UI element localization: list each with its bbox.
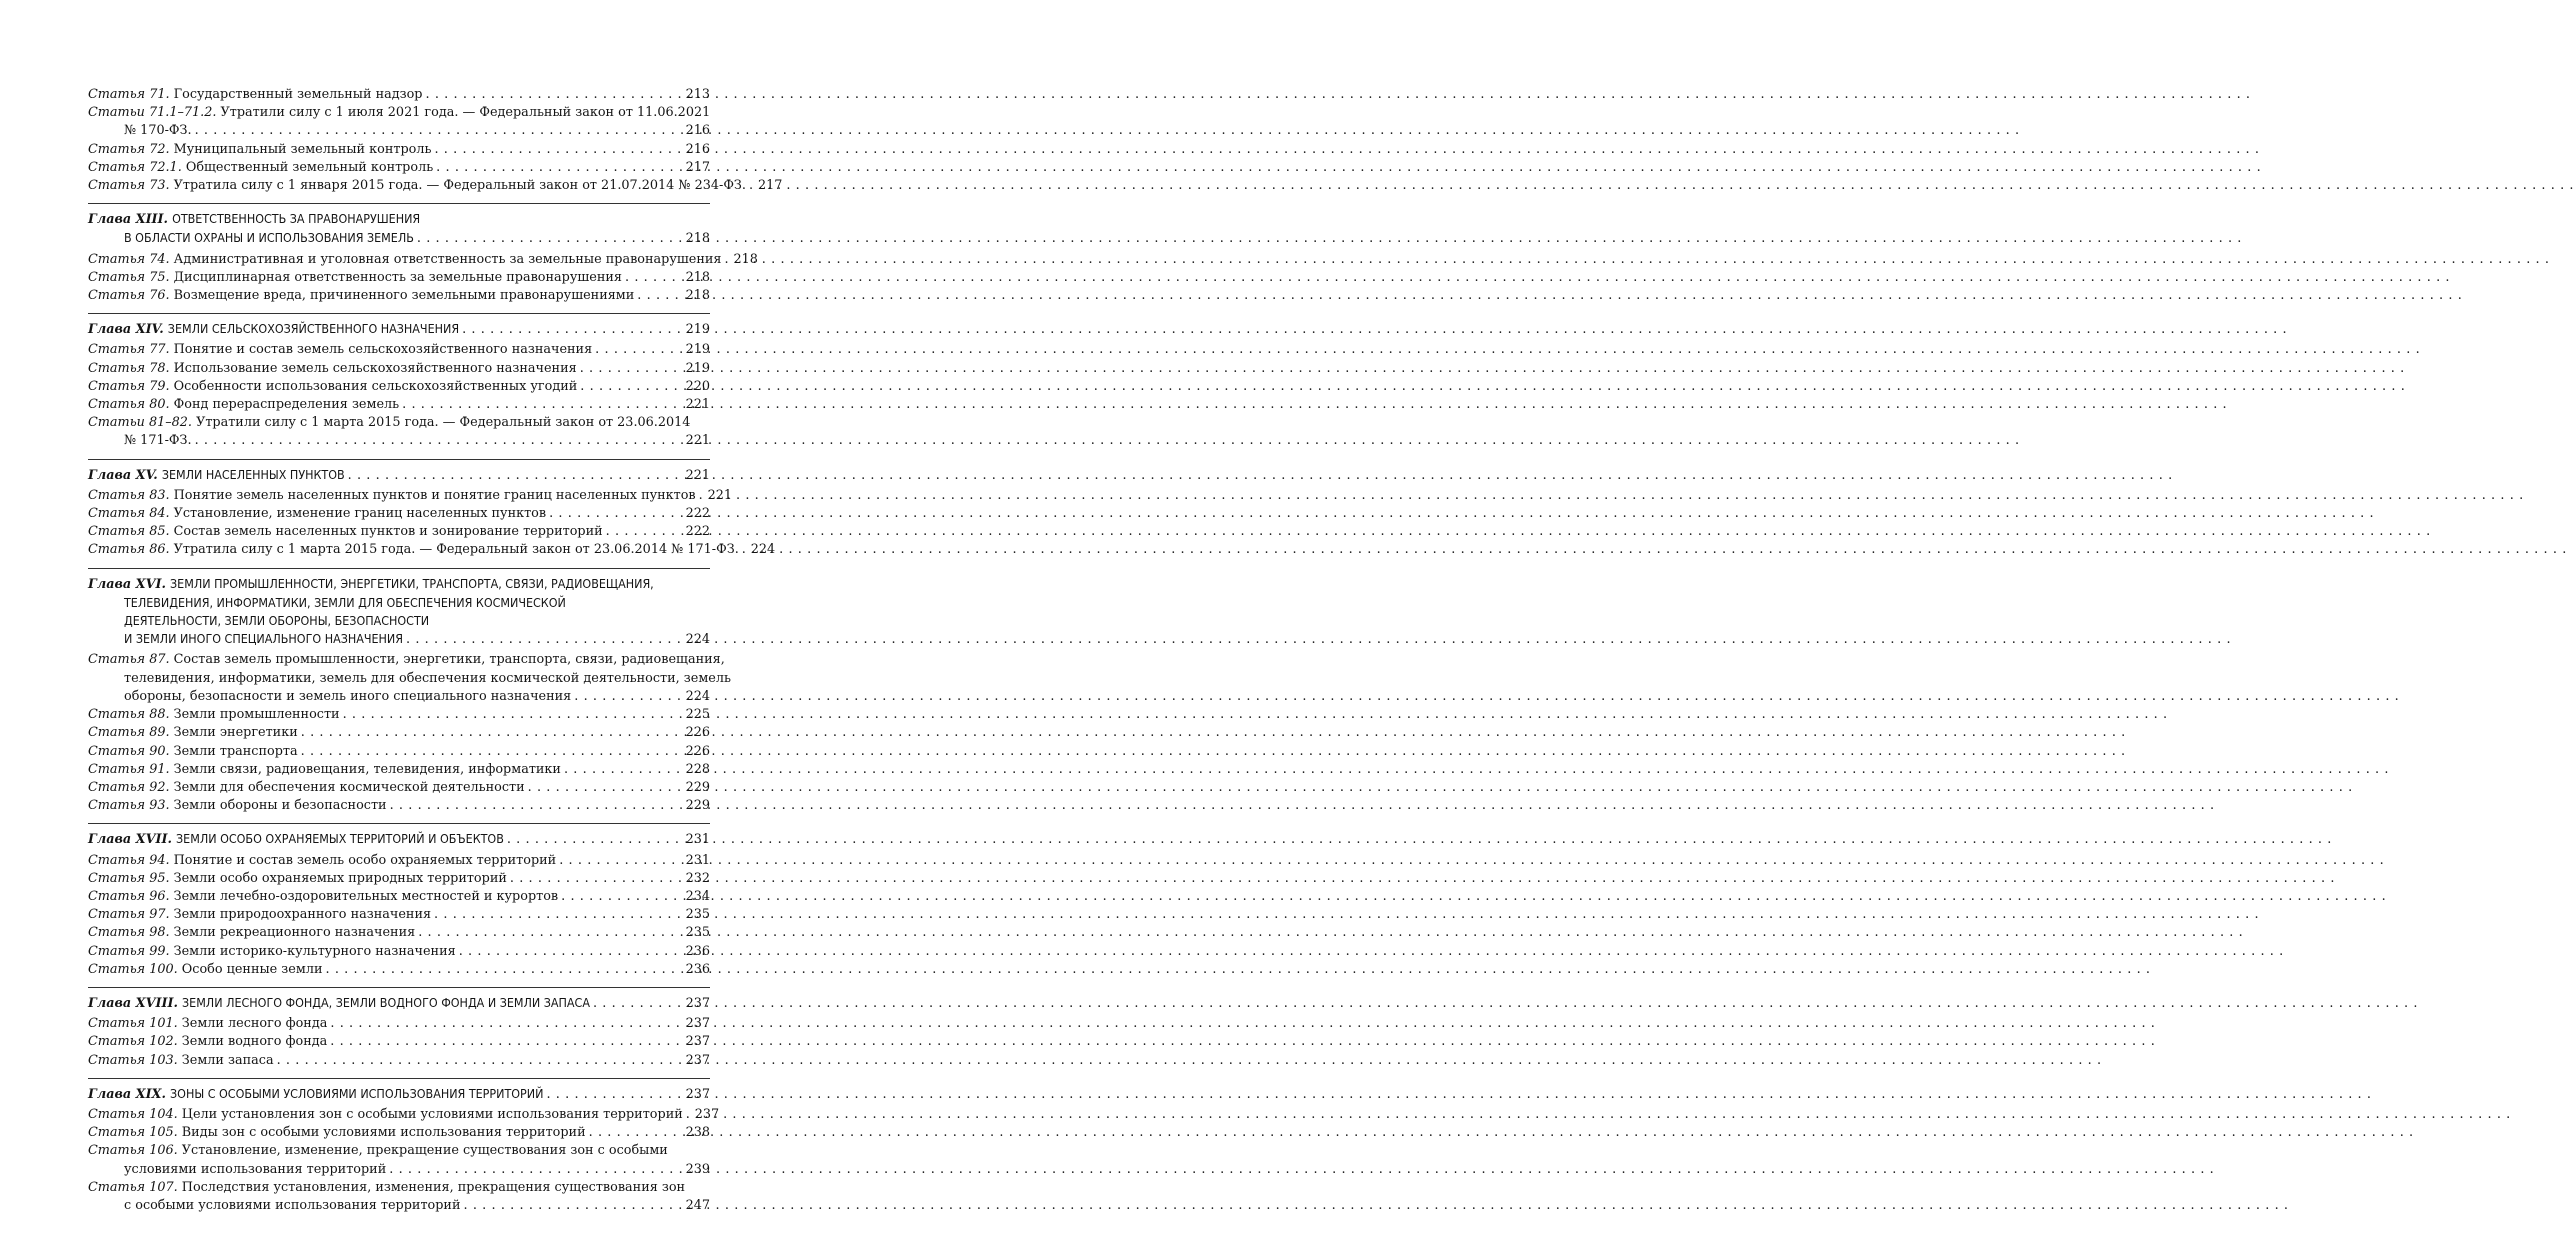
page-number: 224 bbox=[685, 688, 710, 704]
article-title: телевидения, информатики, земель для обеспечения космической деятельности, земель bbox=[124, 670, 731, 686]
article-title: Цели установления зон с особыми условиями использования территорий bbox=[181, 1106, 683, 1122]
article-number: Статья 74. bbox=[88, 251, 170, 267]
toc-line bbox=[88, 1052, 710, 1070]
toc-chapter-entry bbox=[88, 994, 710, 1013]
article-title: Особенности использования сельскохозяйственных угодий bbox=[173, 378, 578, 394]
article-number: Статья 72.1. bbox=[88, 159, 182, 175]
toc-article-entry bbox=[88, 505, 710, 523]
toc-chapter-entry bbox=[88, 1085, 710, 1104]
page-number: 231 bbox=[685, 852, 710, 868]
toc-line bbox=[88, 269, 710, 287]
toc-chapter-entry bbox=[88, 210, 710, 248]
dot-leader bbox=[195, 432, 683, 450]
chapter-title: И ЗЕМЛИ ИНОГО СПЕЦИАЛЬНОГО НАЗНАЧЕНИЯ bbox=[124, 631, 404, 647]
toc-article-entry bbox=[88, 1106, 720, 1124]
article-number: Статья 100. bbox=[88, 961, 178, 977]
dot-leader bbox=[561, 888, 682, 906]
article-number: Статья 75. bbox=[88, 269, 170, 285]
toc-article-entry bbox=[88, 523, 710, 541]
article-number: Статья 93. bbox=[88, 798, 170, 814]
article-number: Статья 98. bbox=[88, 925, 170, 941]
dot-leader bbox=[462, 321, 682, 339]
page-number: 239 bbox=[685, 1161, 710, 1177]
article-title: с особыми условиями использования территорий bbox=[124, 1197, 461, 1213]
page-number: 217 bbox=[757, 178, 783, 194]
dot-leader bbox=[742, 541, 748, 559]
dot-leader bbox=[389, 1161, 682, 1179]
toc-line bbox=[88, 724, 710, 742]
toc-article-entry bbox=[88, 961, 710, 979]
toc-line bbox=[88, 670, 731, 688]
article-number: Статья 88. bbox=[88, 707, 170, 723]
toc-line bbox=[88, 1179, 710, 1197]
toc-line bbox=[88, 594, 710, 612]
article-title: Состав земель населенных пунктов и зонирование территорий bbox=[173, 524, 603, 540]
page-number: 218 bbox=[685, 288, 710, 304]
toc-line bbox=[88, 378, 710, 396]
article-title: Утратили силу с 1 июля 2021 года. — Федеральный закон от 11.06.2021 bbox=[220, 105, 711, 121]
dot-leader bbox=[589, 1124, 683, 1142]
dot-leader bbox=[301, 724, 683, 742]
article-number: Статья 96. bbox=[88, 888, 170, 904]
chapter-number: Глава XIII. bbox=[88, 212, 168, 228]
table-of-contents bbox=[88, 86, 783, 1215]
article-number: Статьи 71.1–71.2. bbox=[88, 105, 217, 121]
page-number: 219 bbox=[685, 322, 710, 338]
toc-article-entry bbox=[88, 779, 710, 797]
toc-line bbox=[88, 870, 710, 888]
toc-line bbox=[88, 396, 710, 414]
article-title: Состав земель промышленности, энергетики, транспорта, связи, радиовещания, bbox=[173, 652, 725, 668]
dot-leader bbox=[459, 943, 683, 961]
page-number: 221 bbox=[685, 433, 710, 449]
article-number: Статья 71. bbox=[88, 87, 170, 102]
article-title: Земли водного фонда bbox=[181, 1034, 328, 1050]
toc-article-entry bbox=[88, 1142, 710, 1178]
toc-article-entry bbox=[88, 269, 710, 287]
page-number: 222 bbox=[685, 506, 710, 522]
page-number: 228 bbox=[685, 761, 710, 777]
page-number: 218 bbox=[685, 231, 710, 247]
article-number: Статья 73. bbox=[88, 178, 170, 194]
page-number: 232 bbox=[685, 870, 710, 886]
page-number: 224 bbox=[750, 542, 776, 558]
article-number: Статья 78. bbox=[88, 360, 170, 376]
toc-line bbox=[88, 630, 710, 649]
article-title: Утратила силу с 1 марта 2015 года. — Федеральный закон от 23.06.2014 № 171-ФЗ. bbox=[173, 542, 739, 558]
dot-leader bbox=[510, 870, 683, 888]
chapter-number: Глава XV. bbox=[88, 467, 158, 483]
article-title: Установление, изменение, прекращение существования зон с особыми bbox=[181, 1143, 668, 1159]
chapter-divider bbox=[88, 987, 710, 988]
article-title: Государственный земельный надзор bbox=[173, 87, 423, 102]
article-title: Дисциплинарная ответственность за земельные правонарушения bbox=[173, 269, 622, 285]
article-number: Статья 104. bbox=[88, 1106, 178, 1122]
article-title: Земли особо охраняемых природных территорий bbox=[173, 870, 507, 886]
chapter-number: Глава XVIII. bbox=[88, 995, 178, 1011]
dot-leader bbox=[277, 1052, 683, 1070]
toc-article-entry bbox=[88, 797, 710, 815]
toc-article-entry bbox=[88, 943, 710, 961]
toc-line bbox=[88, 341, 710, 359]
chapter-title: ТЕЛЕВИДЕНИЯ, ИНФОРМАТИКИ, ЗЕМЛИ ДЛЯ ОБЕСПЕЧЕНИЯ КОСМИЧЕСКОЙ bbox=[124, 594, 566, 610]
article-title: Земли связи, радиовещания, телевидения, информатики bbox=[173, 761, 561, 777]
toc-article-entry bbox=[88, 888, 710, 906]
toc-chapter-entry bbox=[88, 320, 710, 339]
dot-leader bbox=[301, 743, 683, 761]
toc-article-entry bbox=[88, 177, 783, 195]
dot-leader bbox=[637, 287, 682, 305]
toc-line bbox=[88, 1106, 720, 1124]
dot-leader bbox=[436, 159, 682, 177]
page-number: 237 bbox=[685, 1052, 710, 1068]
toc-line bbox=[88, 852, 710, 870]
dot-leader bbox=[559, 852, 682, 870]
article-title: Фонд перераспределения земель bbox=[173, 397, 400, 413]
dot-leader bbox=[330, 1033, 682, 1051]
article-title: Понятие и состав земель сельскохозяйственного назначения bbox=[173, 342, 593, 358]
toc-article-entry bbox=[88, 1052, 710, 1070]
page-number: 231 bbox=[685, 832, 710, 848]
page-number: 235 bbox=[685, 925, 710, 941]
page-number: 221 bbox=[707, 487, 733, 503]
toc-line bbox=[88, 141, 710, 159]
page-number: 247 bbox=[685, 1197, 710, 1213]
page-number: 222 bbox=[685, 524, 710, 540]
article-number: Статья 83. bbox=[88, 487, 170, 503]
article-title: Установление, изменение границ населенных пунктов bbox=[173, 506, 547, 522]
toc-line bbox=[88, 541, 776, 559]
article-number: Статья 79. bbox=[88, 378, 170, 394]
dot-leader bbox=[463, 1197, 682, 1215]
toc-line bbox=[88, 159, 710, 177]
dot-leader bbox=[724, 251, 730, 269]
toc-article-entry bbox=[88, 724, 710, 742]
toc-line bbox=[88, 1142, 710, 1160]
toc-article-entry bbox=[88, 906, 710, 924]
page-number: 221 bbox=[685, 397, 710, 413]
chapter-number: Глава XIV. bbox=[88, 322, 164, 338]
page-number: 219 bbox=[685, 360, 710, 376]
article-number: Статья 95. bbox=[88, 870, 170, 886]
page-number: 237 bbox=[694, 1106, 720, 1122]
toc-line bbox=[88, 1197, 710, 1215]
article-title: Возмещение вреда, причиненного земельными правонарушениями bbox=[173, 288, 635, 304]
toc-line bbox=[88, 906, 710, 924]
dot-leader bbox=[593, 995, 683, 1013]
dot-leader bbox=[434, 141, 682, 159]
dot-leader bbox=[528, 779, 683, 797]
toc-line bbox=[88, 523, 710, 541]
toc-line bbox=[88, 1015, 710, 1033]
article-title: Земли обороны и безопасности bbox=[173, 798, 387, 814]
toc-article-entry bbox=[88, 1015, 710, 1033]
page-number: 234 bbox=[685, 888, 710, 904]
article-number: Статья 91. bbox=[88, 761, 170, 777]
article-title: Земли лечебно-оздоровительных местностей и курортов bbox=[173, 888, 559, 904]
article-title: условиями использования территорий bbox=[124, 1161, 387, 1177]
article-number: Статья 94. bbox=[88, 852, 170, 868]
toc-line bbox=[88, 943, 710, 961]
toc-article-entry bbox=[88, 1033, 710, 1051]
article-number: Статья 89. bbox=[88, 725, 170, 741]
chapter-divider bbox=[88, 459, 710, 460]
toc-line bbox=[88, 994, 710, 1013]
chapter-title: ЗЕМЛИ ЛЕСНОГО ФОНДА, ЗЕМЛИ ВОДНОГО ФОНДА И ЗЕМЛИ ЗАПАСА bbox=[182, 994, 590, 1010]
toc-article-entry bbox=[88, 1179, 710, 1215]
article-title: Утратила силу с 1 января 2015 года. — Федеральный закон от 21.07.2014 № 234-ФЗ. bbox=[173, 178, 746, 194]
toc-line bbox=[88, 466, 710, 485]
toc-line bbox=[88, 505, 710, 523]
page-number: 237 bbox=[685, 1034, 710, 1050]
article-title: Утратили силу с 1 марта 2015 года. — Федеральный закон от 23.06.2014 bbox=[196, 415, 691, 431]
article-title: Общественный земельный контроль bbox=[185, 159, 434, 175]
dot-leader bbox=[564, 761, 683, 779]
dot-leader bbox=[686, 1106, 692, 1124]
chapter-title: ЗЕМЛИ ОСОБО ОХРАНЯЕМЫХ ТЕРРИТОРИЙ И ОБЪЕКТОВ bbox=[176, 831, 504, 847]
toc-article-entry bbox=[88, 924, 710, 942]
dot-leader bbox=[417, 230, 683, 248]
toc-line bbox=[88, 360, 710, 378]
toc-line bbox=[88, 414, 710, 432]
chapter-title: ЗЕМЛИ СЕЛЬСКОХОЗЯЙСТВЕННОГО НАЗНАЧЕНИЯ bbox=[167, 321, 460, 337]
article-number: Статья 84. bbox=[88, 506, 170, 522]
toc-chapter-entry bbox=[88, 575, 710, 650]
toc-line bbox=[88, 251, 758, 269]
chapter-divider bbox=[88, 203, 710, 204]
toc-line bbox=[88, 229, 710, 248]
article-number: Статья 77. bbox=[88, 342, 170, 358]
toc-chapter-entry bbox=[88, 830, 710, 849]
toc-article-entry bbox=[88, 487, 733, 505]
toc-line bbox=[88, 688, 710, 706]
article-number: Статья 87. bbox=[88, 652, 170, 668]
article-title: Понятие и состав земель особо охраняемых территорий bbox=[173, 852, 557, 868]
article-title: обороны, безопасности и земель иного специального назначения bbox=[124, 688, 572, 704]
toc-line bbox=[88, 287, 710, 305]
toc-line bbox=[88, 706, 710, 724]
dot-leader bbox=[330, 1015, 682, 1033]
page-number: 226 bbox=[685, 743, 710, 759]
article-title: Муниципальный земельный контроль bbox=[173, 141, 432, 157]
article-title: Административная и уголовная ответственность за земельные правонарушения bbox=[173, 251, 722, 267]
dot-leader bbox=[699, 487, 705, 505]
article-title: Земли транспорта bbox=[173, 743, 298, 759]
article-number: Статья 107. bbox=[88, 1179, 178, 1195]
toc-line bbox=[88, 575, 710, 594]
article-title: Земли лесного фонда bbox=[181, 1016, 328, 1032]
toc-article-entry bbox=[88, 541, 776, 559]
article-number: Статьи 81–82. bbox=[88, 415, 192, 431]
dot-leader bbox=[546, 1086, 682, 1104]
page-number: 213 bbox=[685, 87, 710, 102]
article-title: Земли для обеспечения космической деятельности bbox=[173, 779, 525, 795]
page-number: 220 bbox=[685, 378, 710, 394]
toc-line bbox=[88, 177, 783, 195]
toc-line bbox=[88, 210, 710, 229]
dot-leader bbox=[348, 467, 683, 485]
toc-article-entry bbox=[88, 86, 710, 104]
article-title: Земли запаса bbox=[181, 1052, 274, 1068]
page-number: 221 bbox=[685, 467, 710, 483]
page-number: 226 bbox=[685, 725, 710, 741]
page-number: 236 bbox=[685, 943, 710, 959]
article-title: Использование земель сельскохозяйственного назначения bbox=[173, 360, 577, 376]
page-number: 218 bbox=[733, 251, 758, 267]
article-title: Особо ценные земли bbox=[181, 961, 323, 977]
toc-line bbox=[88, 1085, 710, 1104]
toc-line bbox=[88, 104, 710, 122]
page-number: 229 bbox=[685, 779, 710, 795]
page-number: 237 bbox=[685, 1086, 710, 1102]
article-title: Земли промышленности bbox=[173, 707, 340, 723]
dot-leader bbox=[606, 523, 683, 541]
toc-line bbox=[88, 1124, 710, 1142]
chapter-divider bbox=[88, 568, 710, 569]
article-title: Земли историко-культурного назначения bbox=[173, 943, 456, 959]
article-number: Статья 97. bbox=[88, 907, 170, 923]
page-number: 216 bbox=[685, 123, 710, 139]
chapter-title: ЗЕМЛИ ПРОМЫШЛЕННОСТИ, ЭНЕРГЕТИКИ, ТРАНСПОРТА, СВЯЗИ, РАДИОВЕЩАНИЯ, bbox=[170, 575, 654, 591]
page-number: 217 bbox=[685, 159, 710, 175]
article-title: Понятие земель населенных пунктов и понятие границ населенных пунктов bbox=[173, 487, 696, 503]
chapter-title: ЗЕМЛИ НАСЕЛЕННЫХ ПУНКТОВ bbox=[161, 466, 345, 482]
toc-line bbox=[88, 830, 710, 849]
page-number: 219 bbox=[685, 342, 710, 358]
toc-line bbox=[88, 888, 710, 906]
article-number: Статья 86. bbox=[88, 542, 170, 558]
article-title: Земли рекреационного назначения bbox=[173, 925, 416, 941]
article-title: № 171-ФЗ. bbox=[124, 433, 192, 449]
chapter-title: В ОБЛАСТИ ОХРАНЫ И ИСПОЛЬЗОВАНИЯ ЗЕМЕЛЬ bbox=[124, 230, 414, 246]
article-number: Статья 90. bbox=[88, 743, 170, 759]
dot-leader bbox=[625, 269, 683, 287]
toc-line bbox=[88, 779, 710, 797]
toc-article-entry bbox=[88, 141, 710, 159]
toc-line bbox=[88, 612, 710, 630]
toc-article-entry bbox=[88, 360, 710, 378]
page-number: 235 bbox=[685, 907, 710, 923]
article-title: № 170-ФЗ. bbox=[124, 123, 192, 139]
toc-article-entry bbox=[88, 852, 710, 870]
chapter-divider bbox=[88, 313, 710, 314]
toc-article-entry bbox=[88, 1124, 710, 1142]
toc-line bbox=[88, 961, 710, 979]
article-title: Земли природоохранного назначения bbox=[173, 907, 432, 923]
toc-article-entry bbox=[88, 706, 710, 724]
page-number: 218 bbox=[685, 269, 710, 285]
page-number: 224 bbox=[685, 632, 710, 648]
toc-article-entry bbox=[88, 159, 710, 177]
dot-leader bbox=[390, 797, 683, 815]
toc-article-entry bbox=[88, 414, 710, 450]
dot-leader bbox=[595, 341, 682, 359]
article-number: Статья 85. bbox=[88, 524, 170, 540]
chapter-divider bbox=[88, 823, 710, 824]
toc-article-entry bbox=[88, 104, 710, 140]
toc-line bbox=[88, 743, 710, 761]
dot-leader bbox=[402, 396, 682, 414]
dot-leader bbox=[425, 86, 682, 104]
dot-leader bbox=[507, 831, 683, 849]
article-title: Земли энергетики bbox=[173, 725, 298, 741]
dot-leader bbox=[418, 924, 682, 942]
dot-leader bbox=[749, 177, 755, 195]
article-number: Статья 103. bbox=[88, 1052, 178, 1068]
toc-line bbox=[88, 86, 710, 104]
toc-line bbox=[88, 487, 733, 505]
article-number: Статья 106. bbox=[88, 1143, 178, 1159]
toc-chapter-entry bbox=[88, 466, 710, 485]
toc-line bbox=[88, 432, 710, 450]
chapter-number: Глава XVII. bbox=[88, 832, 172, 848]
article-title: Виды зон с особыми условиями использования территорий bbox=[181, 1125, 586, 1141]
page-number: 229 bbox=[685, 798, 710, 814]
chapter-number: Глава XIX. bbox=[88, 1086, 166, 1102]
toc-article-entry bbox=[88, 341, 710, 359]
article-number: Статья 102. bbox=[88, 1034, 178, 1050]
toc-line bbox=[88, 1033, 710, 1051]
toc-article-entry bbox=[88, 396, 710, 414]
page-number: 237 bbox=[685, 995, 710, 1011]
toc-article-entry bbox=[88, 761, 710, 779]
article-title: Последствия установления, изменения, прекращения существования зон bbox=[181, 1179, 686, 1195]
page-number: 216 bbox=[685, 141, 710, 157]
dot-leader bbox=[434, 906, 683, 924]
dot-leader bbox=[325, 961, 682, 979]
article-number: Статья 80. bbox=[88, 397, 170, 413]
dot-leader bbox=[580, 360, 683, 378]
chapter-title: ОТВЕТСТВЕННОСТЬ ЗА ПРАВОНАРУШЕНИЯ bbox=[172, 211, 421, 227]
toc-article-entry bbox=[88, 287, 710, 305]
toc-line bbox=[88, 761, 710, 779]
chapter-divider bbox=[88, 1078, 710, 1079]
dot-leader bbox=[343, 706, 683, 724]
page-number: 225 bbox=[685, 707, 710, 723]
dot-leader bbox=[195, 122, 683, 140]
dot-leader bbox=[406, 631, 683, 649]
article-number: Статья 101. bbox=[88, 1016, 178, 1032]
toc-line bbox=[88, 122, 710, 140]
toc-article-entry bbox=[88, 378, 710, 396]
page-number: 237 bbox=[685, 1016, 710, 1032]
toc-line bbox=[88, 924, 710, 942]
toc-article-entry bbox=[88, 870, 710, 888]
toc-article-entry bbox=[88, 743, 710, 761]
dot-leader bbox=[574, 688, 682, 706]
page-number: 238 bbox=[685, 1125, 710, 1141]
toc-line bbox=[88, 1161, 710, 1179]
article-number: Статья 105. bbox=[88, 1125, 178, 1141]
toc-article-entry bbox=[88, 651, 731, 706]
dot-leader bbox=[549, 505, 682, 523]
toc-article-entry bbox=[88, 251, 758, 269]
chapter-title: ЗОНЫ С ОСОБЫМИ УСЛОВИЯМИ ИСПОЛЬЗОВАНИЯ ТЕРРИТОРИЙ bbox=[170, 1085, 544, 1101]
toc-line bbox=[88, 651, 725, 669]
article-number: Статья 92. bbox=[88, 779, 170, 795]
chapter-number: Глава XVI. bbox=[88, 576, 166, 592]
toc-line bbox=[88, 797, 710, 815]
page-number: 236 bbox=[685, 961, 710, 977]
dot-leader bbox=[580, 378, 682, 396]
toc-line bbox=[88, 320, 710, 339]
article-number: Статья 76. bbox=[88, 288, 170, 304]
chapter-title: ДЕЯТЕЛЬНОСТИ, ЗЕМЛИ ОБОРОНЫ, БЕЗОПАСНОСТИ bbox=[124, 613, 430, 629]
article-number: Статья 99. bbox=[88, 943, 170, 959]
article-number: Статья 72. bbox=[88, 141, 170, 157]
